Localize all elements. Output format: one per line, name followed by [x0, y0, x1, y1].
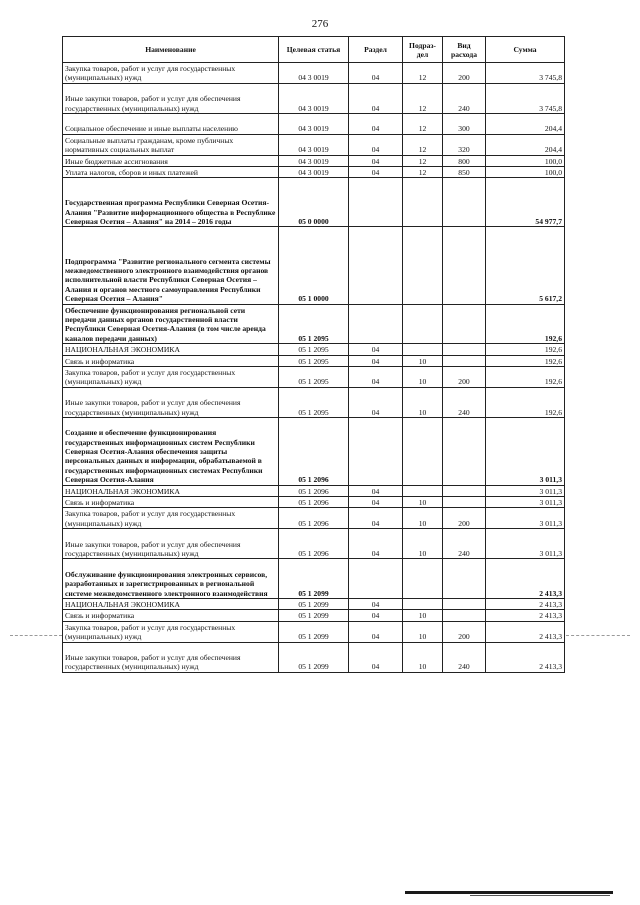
- cell-type: [443, 355, 486, 366]
- cell-subsection: 10: [403, 497, 443, 508]
- cell-name: Социальное обеспечение и иные выплаты населению: [63, 113, 279, 134]
- table-body: [63, 63, 565, 673]
- cell-type: 200: [443, 366, 486, 387]
- cell-name: Связь и информатика: [63, 497, 279, 508]
- cell-code: 05 1 2095: [279, 344, 349, 355]
- cell-name: Социальные выплаты гражданам, кроме публичных нормативных социальных выплат: [63, 134, 279, 155]
- cell-type: 300: [443, 113, 486, 134]
- cell-sum: 2 413,3: [486, 642, 565, 672]
- table-row: [63, 559, 565, 599]
- header-section: Раздел: [349, 37, 403, 63]
- cell-subsection: 12: [403, 134, 443, 155]
- cell-code: 04 3 0019: [279, 113, 349, 134]
- cell-type: [443, 610, 486, 621]
- cell-subsection: 10: [403, 366, 443, 387]
- cell-code: 04 3 0019: [279, 166, 349, 177]
- header-sum: Сумма: [486, 37, 565, 63]
- cell-sum: 192,6: [486, 366, 565, 387]
- cell-code: 04 3 0019: [279, 134, 349, 155]
- cell-code: 05 1 2099: [279, 559, 349, 599]
- cell-sum: 2 413,3: [486, 621, 565, 642]
- cell-subsection: [403, 304, 443, 344]
- cell-section: [349, 227, 403, 304]
- cell-code: 05 0 0000: [279, 178, 349, 227]
- cell-name: Иные закупки товаров, работ и услуг для обеспечения государственных (муниципальных) нужд: [63, 387, 279, 417]
- table-header-row: [63, 37, 565, 63]
- bottom-rule-thin: [470, 895, 610, 896]
- cell-type: 200: [443, 508, 486, 529]
- cell-name: Уплата налогов, сборов и иных платежей: [63, 166, 279, 177]
- cell-section: 04: [349, 387, 403, 417]
- cell-sum: 100,0: [486, 166, 565, 177]
- table-row: [63, 508, 565, 529]
- budget-table: [62, 36, 565, 673]
- cell-section: 04: [349, 508, 403, 529]
- cell-name: Подпрограмма "Развитие регионального сегмента системы межведомственного электронного взаимодействия органов исполнительной власти Республики Северная Осетия – Алания и органов местного самоуправления Республики Северная Осетия – Алания": [63, 227, 279, 304]
- header-code: Целевая статья: [279, 37, 349, 63]
- cell-code: 05 1 0000: [279, 227, 349, 304]
- header-type: Вид расхода: [443, 37, 486, 63]
- cell-code: 05 1 2095: [279, 355, 349, 366]
- cell-name: Государственная программа Республики Северная Осетия-Алания "Развитие информационного общества в Республике Северная Осетия – Алания" на 2014 – 2016 годы: [63, 178, 279, 227]
- cell-code: 04 3 0019: [279, 63, 349, 84]
- cell-subsection: [403, 344, 443, 355]
- cell-name: Иные закупки товаров, работ и услуг для обеспечения государственных (муниципальных) нужд: [63, 642, 279, 672]
- cell-name: Связь и информатика: [63, 610, 279, 621]
- cell-name: Закупка товаров, работ и услуг для государственных (муниципальных) нужд: [63, 508, 279, 529]
- cell-section: [349, 559, 403, 599]
- cell-subsection: 10: [403, 355, 443, 366]
- cell-section: [349, 178, 403, 227]
- header-name: Наименование: [63, 37, 279, 63]
- cell-code: 04 3 0019: [279, 155, 349, 166]
- margin-dash-left: [10, 635, 62, 636]
- cell-subsection: 10: [403, 642, 443, 672]
- cell-sum: 3 011,3: [486, 508, 565, 529]
- header-subsection: Подраз-дел: [403, 37, 443, 63]
- cell-sum: 3 011,3: [486, 497, 565, 508]
- cell-code: 05 1 2099: [279, 621, 349, 642]
- margin-dash-right: [566, 635, 630, 636]
- cell-type: 240: [443, 642, 486, 672]
- cell-sum: 5 617,2: [486, 227, 565, 304]
- table-row: [63, 63, 565, 84]
- cell-sum: 204,4: [486, 134, 565, 155]
- cell-sum: 54 977,7: [486, 178, 565, 227]
- table-row: [63, 366, 565, 387]
- cell-code: 05 1 2099: [279, 599, 349, 610]
- cell-type: 200: [443, 621, 486, 642]
- bottom-rule: [405, 891, 613, 894]
- cell-type: [443, 497, 486, 508]
- cell-subsection: 10: [403, 621, 443, 642]
- cell-name: НАЦИОНАЛЬНАЯ ЭКОНОМИКА: [63, 599, 279, 610]
- cell-code: 05 1 2096: [279, 497, 349, 508]
- cell-subsection: 10: [403, 610, 443, 621]
- table-row: [63, 621, 565, 642]
- cell-sum: 192,6: [486, 344, 565, 355]
- cell-sum: 100,0: [486, 155, 565, 166]
- cell-section: 04: [349, 621, 403, 642]
- cell-type: [443, 599, 486, 610]
- cell-sum: 2 413,3: [486, 599, 565, 610]
- cell-subsection: [403, 559, 443, 599]
- cell-name: Закупка товаров, работ и услуг для государственных (муниципальных) нужд: [63, 366, 279, 387]
- cell-name: Связь и информатика: [63, 355, 279, 366]
- cell-sum: 3 745,8: [486, 83, 565, 113]
- cell-type: 240: [443, 83, 486, 113]
- cell-type: [443, 344, 486, 355]
- cell-sum: 3 745,8: [486, 63, 565, 84]
- cell-code: 05 1 2096: [279, 417, 349, 485]
- cell-type: 240: [443, 387, 486, 417]
- table-row: [63, 227, 565, 304]
- cell-name: Иные бюджетные ассигнования: [63, 155, 279, 166]
- table-row: [63, 113, 565, 134]
- cell-name: Обслуживание функционирования электронных сервисов, разработанных и зарегистрированных в региональной системе межведомственного электронного взаимодействия: [63, 559, 279, 599]
- cell-section: 04: [349, 529, 403, 559]
- cell-subsection: 12: [403, 83, 443, 113]
- cell-type: [443, 178, 486, 227]
- cell-section: 04: [349, 355, 403, 366]
- cell-subsection: 12: [403, 155, 443, 166]
- cell-section: 04: [349, 166, 403, 177]
- table-row: [63, 417, 565, 485]
- cell-subsection: [403, 417, 443, 485]
- cell-code: 05 1 2095: [279, 304, 349, 344]
- cell-code: 04 3 0019: [279, 83, 349, 113]
- cell-type: [443, 559, 486, 599]
- cell-section: 04: [349, 155, 403, 166]
- table-row: [63, 599, 565, 610]
- table-row: [63, 178, 565, 227]
- page-number: 276: [311, 18, 329, 30]
- cell-type: 200: [443, 63, 486, 84]
- cell-section: 04: [349, 344, 403, 355]
- cell-subsection: [403, 227, 443, 304]
- cell-sum: 204,4: [486, 113, 565, 134]
- cell-code: 05 1 2096: [279, 485, 349, 496]
- cell-type: 320: [443, 134, 486, 155]
- table-row: [63, 529, 565, 559]
- cell-subsection: 10: [403, 387, 443, 417]
- cell-type: 800: [443, 155, 486, 166]
- cell-section: 04: [349, 134, 403, 155]
- cell-subsection: 10: [403, 508, 443, 529]
- cell-section: 04: [349, 366, 403, 387]
- cell-code: 05 1 2099: [279, 642, 349, 672]
- cell-name: Обеспечение функционирования региональной сети передачи данных органов государственной власти Республики Северная Осетия-Алания (в том числе аренда каналов передачи данных): [63, 304, 279, 344]
- cell-subsection: [403, 485, 443, 496]
- cell-section: [349, 417, 403, 485]
- cell-section: 04: [349, 642, 403, 672]
- table-row: [63, 155, 565, 166]
- cell-type: [443, 304, 486, 344]
- cell-name: НАЦИОНАЛЬНАЯ ЭКОНОМИКА: [63, 485, 279, 496]
- table-row: [63, 355, 565, 366]
- cell-section: 04: [349, 83, 403, 113]
- cell-name: Иные закупки товаров, работ и услуг для обеспечения государственных (муниципальных) нужд: [63, 83, 279, 113]
- cell-code: 05 1 2096: [279, 508, 349, 529]
- cell-code: 05 1 2095: [279, 366, 349, 387]
- cell-name: Иные закупки товаров, работ и услуг для обеспечения государственных (муниципальных) нужд: [63, 529, 279, 559]
- cell-subsection: 10: [403, 529, 443, 559]
- cell-sum: 192,6: [486, 387, 565, 417]
- cell-code: 05 1 2095: [279, 387, 349, 417]
- cell-section: 04: [349, 485, 403, 496]
- cell-type: 850: [443, 166, 486, 177]
- cell-sum: 3 011,3: [486, 417, 565, 485]
- table-row: [63, 387, 565, 417]
- cell-sum: 192,6: [486, 304, 565, 344]
- cell-type: 240: [443, 529, 486, 559]
- cell-sum: 192,6: [486, 355, 565, 366]
- cell-section: 04: [349, 610, 403, 621]
- table-row: [63, 83, 565, 113]
- cell-type: [443, 227, 486, 304]
- cell-name: Создание и обеспечение функционирования государственных информационных систем Республики Северная Осетия-Алания обеспечения защиты персональных данных и информации, обрабатываемой в государственных информационных системах Республики Северная Осетия-Алания: [63, 417, 279, 485]
- cell-sum: 3 011,3: [486, 529, 565, 559]
- cell-subsection: 12: [403, 166, 443, 177]
- cell-type: [443, 417, 486, 485]
- cell-name: Закупка товаров, работ и услуг для государственных (муниципальных) нужд: [63, 63, 279, 84]
- table-row: [63, 304, 565, 344]
- cell-subsection: [403, 599, 443, 610]
- cell-sum: 2 413,3: [486, 559, 565, 599]
- table-row: [63, 497, 565, 508]
- cell-sum: 2 413,3: [486, 610, 565, 621]
- cell-name: НАЦИОНАЛЬНАЯ ЭКОНОМИКА: [63, 344, 279, 355]
- cell-subsection: [403, 178, 443, 227]
- cell-type: [443, 485, 486, 496]
- table-row: [63, 344, 565, 355]
- cell-sum: 3 011,3: [486, 485, 565, 496]
- cell-code: 05 1 2096: [279, 529, 349, 559]
- cell-section: [349, 304, 403, 344]
- cell-name: Закупка товаров, работ и услуг для государственных (муниципальных) нужд: [63, 621, 279, 642]
- table-row: [63, 485, 565, 496]
- table-row: [63, 134, 565, 155]
- cell-code: 05 1 2099: [279, 610, 349, 621]
- cell-subsection: 12: [403, 113, 443, 134]
- table-row: [63, 610, 565, 621]
- cell-subsection: 12: [403, 63, 443, 84]
- table-row: [63, 166, 565, 177]
- cell-section: 04: [349, 497, 403, 508]
- cell-section: 04: [349, 599, 403, 610]
- table-row: [63, 642, 565, 672]
- cell-section: 04: [349, 113, 403, 134]
- cell-section: 04: [349, 63, 403, 84]
